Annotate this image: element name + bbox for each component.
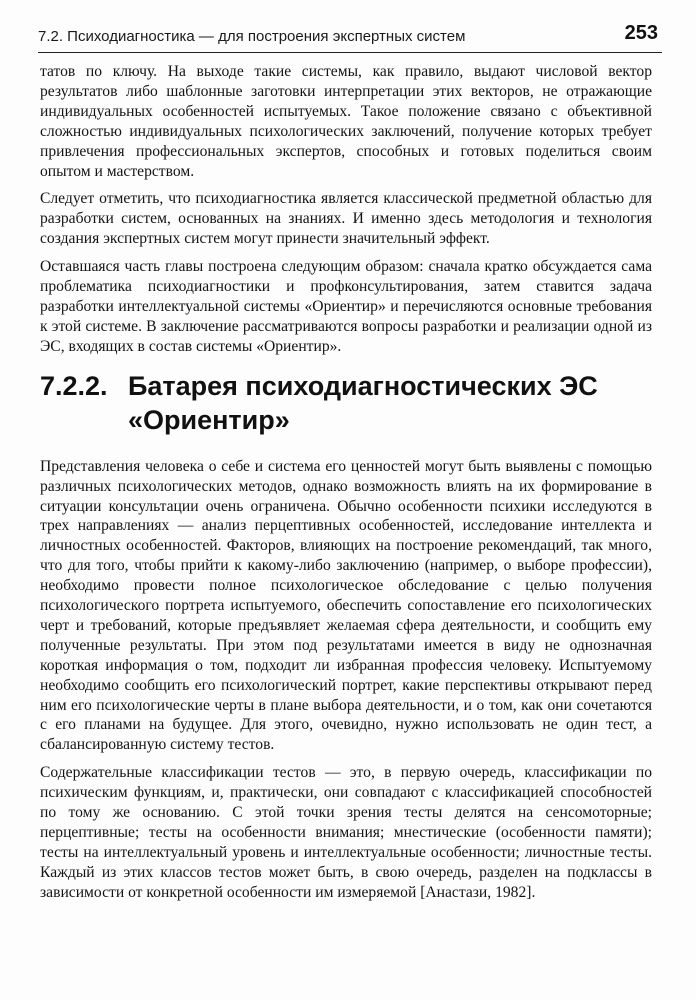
page-number: 253 bbox=[624, 22, 658, 44]
running-title: 7.2. Психодиагностика — для построения экспертных систем bbox=[38, 28, 466, 45]
paragraph-intro-1: татов по ключу. На выходе такие системы, как правило, выдают числовой вектор результатов либо шаблонные заготовки интерпретации этих векторов, не отражающие индивидуальных особенностей испытуемых. Такое положение связано с объективной сложностью индивидуальных психологических заключений, получение которых требует привлечения профессиональных экспертов, способных и готовых поделиться своим опытом и мастерством. bbox=[40, 63, 652, 180]
section-number: 7.2.2. bbox=[40, 370, 108, 401]
paragraph-intro-3: Оставшаяся часть главы построена следующим образом: сначала кратко обсуждается сама проблематика психодиагностики и профконсультирования, затем ставится задача разработки интеллектуальной системы «Ориентир» и перечисляются основные требования к этой системе. В заключение рассматриваются вопросы разработки и реализации одной из ЭС, входящих в состав системы «Ориентир». bbox=[40, 258, 652, 355]
paragraph-intro-2: Следует отметить, что психодиагностика является классической предметной областью для разработки систем, основанных на знаниях. И именно здесь методология и технология создания экспертных систем могут принести значительный эффект. bbox=[40, 190, 652, 248]
section-heading bbox=[40, 369, 652, 437]
running-header bbox=[38, 18, 662, 53]
paragraph-section-1: Представления человека о себе и система его ценностей могут быть выявлены с помощью различных психологических методов, однако возможность влиять на их формирование в ситуации консультации очень ограничена. Обычно особенности психики исследуются в трех направлениях — анализ перцептивных особенностей, исследование интеллекта и личностных особенностей. Факторов, влияющих на построение рекомендаций, так много, что для того, чтобы прийти к какому-либо заключению (например, о выборе профессии), необходимо провести полное психологическое обследование с целью получения психологического портрета испытуемого, обеспечить сопоставление его психологических черт и требований, которые предъявляет желаемая сфера деятельности, и сообщить ему полученные результаты. При этом под результатами имеется в виду не однозначная короткая информация о том, подходит ли избранная профессия человеку. Испытуемому необходимо сообщить его психологический портрет, какие перспективы открывают перед ним его психологические черты в плане выбора деятельности, и о том, как они сочетаются с его планами на будущее. Для этого, очевидно, нужно использовать не один тест, а сбалансированную систему тестов. bbox=[40, 457, 652, 754]
section-title-line1: Батарея психодиагностических ЭС bbox=[128, 370, 598, 401]
section-title-line2: «Ориентир» bbox=[128, 404, 290, 435]
paragraph-section-2: Содержательные классификации тестов — это, в первую очередь, классификации по психическим функциям, и, практически, они совпадают с классификацией способностей по тому же основанию. С этой точки зрения тесты делятся на сенсомоторные; перцептивные; тесты на особенности внимания; мнестические (особенности памяти); тесты на интеллектуальный уровень и интеллектуальные особенности; личностные тесты. Каждый из этих классов тестов может быть, в свою очередь, разделен на подклассы в зависимости от конкретной особенности им измеряемой [Анастази, 1982]. bbox=[40, 764, 652, 901]
page-body bbox=[40, 62, 652, 911]
